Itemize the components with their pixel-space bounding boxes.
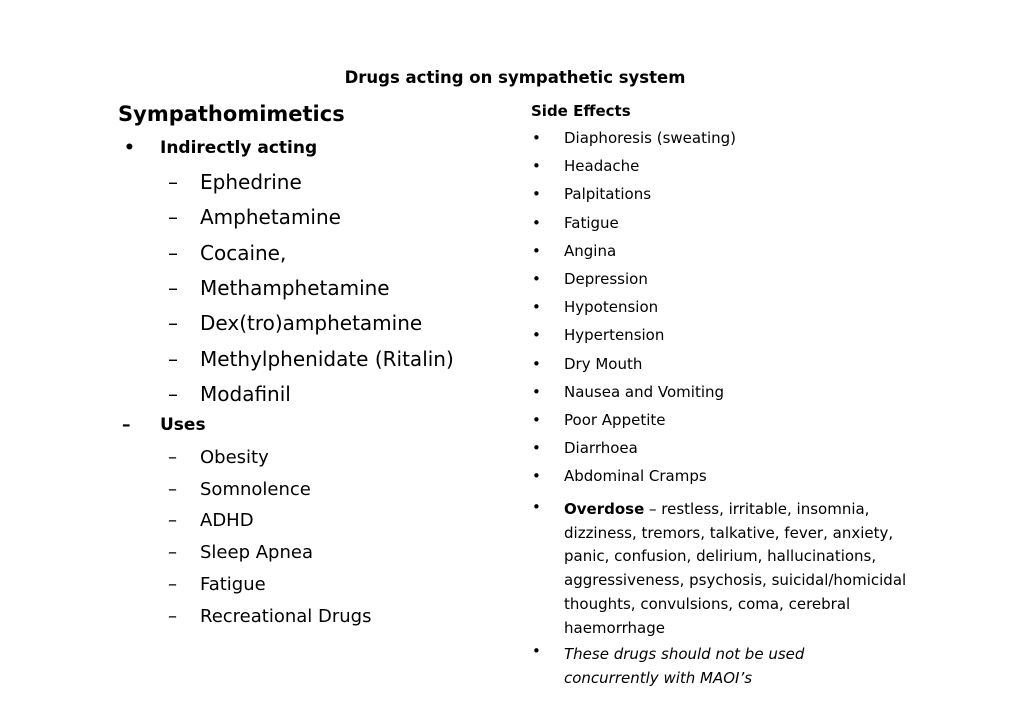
indirect-label: Indirectly acting (160, 138, 318, 158)
bullet-marker: • (532, 270, 541, 288)
overdose-label: Overdose (564, 500, 645, 518)
side-effect-item: Diaphoresis (sweating) (564, 129, 737, 147)
bullet-marker: • (532, 642, 541, 660)
side-effect-item: Poor Appetite (564, 411, 666, 429)
dash-marker: – (168, 311, 178, 336)
dash-marker: – (168, 510, 177, 532)
side-effect-item: Headache (564, 157, 640, 176)
side-effects-heading: Side Effects (531, 102, 631, 120)
bullet-marker: • (532, 213, 541, 232)
side-effect-item: Hypertension (564, 326, 665, 345)
drug-item: Modafinil (200, 381, 291, 406)
dash-marker: – (168, 447, 177, 468)
overdose-text: – restless, irritable, insomnia, dizziness, tremors, talkative, fever, anxiety, panic, confusion, delirium, hallucinations, aggressiveness, psychosis, suicidal/homicidal thoughts, convulsions, coma, cerebral haemorrhage (564, 500, 907, 637)
maoi-note: These drugs should not be used concurrently with MAOI’s (564, 645, 805, 687)
bullet-marker: • (532, 129, 541, 147)
side-effect-item: Abdominal Cramps (564, 467, 707, 486)
dash-marker: – (168, 478, 177, 500)
dash-marker: – (168, 170, 178, 194)
drug-item: Dex(tro)amphetamine (200, 311, 423, 336)
bullet-marker: • (532, 498, 541, 516)
dash-marker: – (168, 605, 177, 627)
bullet-marker: • (532, 298, 541, 317)
drug-item: Methamphetamine (200, 275, 390, 300)
overdose-item (564, 498, 924, 640)
side-effect-item: Angina (564, 241, 617, 260)
side-effect-item: Diarrhoea (564, 439, 638, 458)
dash-marker: – (168, 573, 177, 595)
dash-marker: – (168, 240, 178, 265)
side-effect-item: Dry Mouth (564, 354, 643, 373)
use-item: Somnolence (200, 478, 311, 500)
use-item: Recreational Drugs (200, 605, 372, 627)
use-item: Obesity (200, 447, 269, 468)
bullet-marker: • (532, 157, 541, 176)
drug-item: Ephedrine (200, 170, 302, 194)
use-item: Sleep Apnea (200, 542, 313, 564)
side-effect-item: Nausea and Vomiting (564, 382, 725, 401)
bullet-marker: • (532, 326, 541, 345)
bullet-marker: • (532, 241, 541, 260)
side-effect-item: Depression (564, 270, 648, 288)
dash-marker: – (168, 542, 177, 564)
bullet-marker: • (532, 411, 541, 429)
dash-marker: – (168, 381, 178, 406)
use-item: Fatigue (200, 573, 266, 595)
side-effect-item: Hypotension (564, 298, 659, 317)
bullet-marker: • (532, 467, 541, 486)
bullet-marker: • (532, 354, 541, 373)
dash-marker: – (168, 205, 178, 230)
side-effect-item: Palpitations (564, 185, 652, 204)
section-heading-sympathomimetics: Sympathomimetics (118, 102, 345, 126)
drug-item: Methylphenidate (Ritalin) (200, 346, 454, 371)
bullet-marker: • (124, 138, 135, 158)
use-item: ADHD (200, 510, 254, 532)
dash-marker: – (168, 346, 178, 371)
uses-label: Uses (160, 415, 206, 435)
bullet-marker: • (532, 382, 541, 401)
side-effect-item: Fatigue (564, 213, 619, 232)
drug-item: Amphetamine (200, 205, 341, 230)
dash-marker: – (168, 275, 178, 300)
bullet-marker: • (532, 439, 541, 458)
dash-marker: – (122, 415, 131, 435)
bullet-marker: • (532, 185, 541, 204)
page-title: Drugs acting on sympathetic system (344, 68, 686, 87)
drug-item: Cocaine, (200, 240, 287, 265)
